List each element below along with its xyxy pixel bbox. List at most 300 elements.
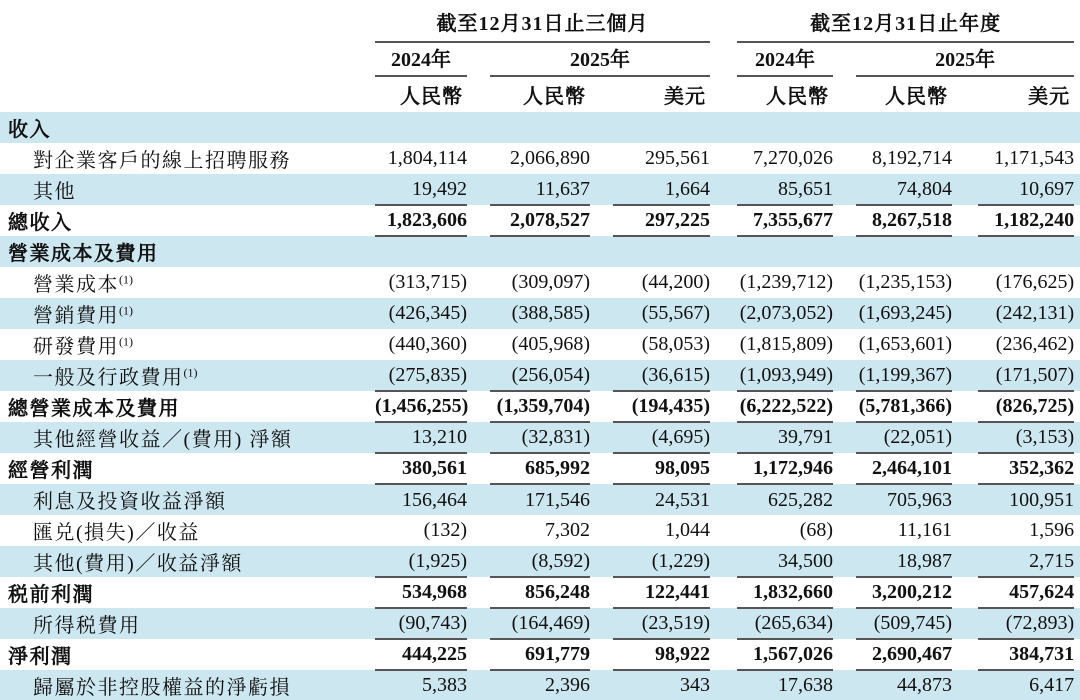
- cell-value: (426,345): [375, 298, 467, 329]
- table-row: [0, 484, 1080, 515]
- column-gap: [710, 577, 737, 608]
- row-label-text: 匯兑(損失)／收益: [33, 522, 200, 544]
- row-label-text: 經營利潤: [8, 460, 94, 482]
- cell-value: (1,235,153): [858, 271, 953, 293]
- table-row: [0, 608, 1080, 639]
- cell-value: (22,051): [856, 422, 952, 453]
- row-label: [0, 670, 375, 700]
- cell-value: [856, 236, 952, 267]
- column-gap: [590, 639, 613, 670]
- table-row: [0, 515, 1080, 546]
- cell-value: (1,239,712): [739, 271, 834, 293]
- table-row: [0, 670, 1080, 700]
- column-gap: [467, 143, 490, 174]
- column-gap: [710, 639, 737, 670]
- column-gap: [467, 205, 490, 236]
- column-gap: [710, 422, 737, 453]
- column-gap: [833, 236, 856, 267]
- header-spacer: [0, 0, 375, 42]
- cell-value: 1,823,606: [375, 205, 467, 236]
- column-gap: [590, 608, 613, 639]
- row-label-text: 對企業客戶的線上招聘服務: [33, 150, 291, 172]
- row-label-text: 總營業成本及費用: [8, 398, 180, 420]
- table-row: [0, 639, 1080, 670]
- cell-value: 8,192,714: [872, 147, 953, 169]
- column-gap: [710, 143, 737, 174]
- row-label: [0, 174, 375, 205]
- cell-value: 625,282: [737, 484, 833, 515]
- column-gap: [952, 515, 978, 546]
- column-gap: [1074, 236, 1080, 267]
- footnote-marker: (1): [119, 334, 133, 349]
- column-gap: [590, 267, 613, 298]
- row-label-text: 淨利潤: [8, 646, 73, 668]
- column-gap: [467, 329, 490, 360]
- cell-value: 11,161: [897, 519, 953, 541]
- column-gap: [833, 577, 856, 608]
- column-gap: [590, 453, 613, 484]
- table-row: [0, 112, 1080, 143]
- column-gap: [1074, 298, 1080, 329]
- column-gap: [710, 453, 737, 484]
- column-gap: [467, 484, 490, 515]
- cell-value: (265,634): [737, 608, 833, 639]
- cell-value: (68): [799, 519, 834, 541]
- cell-value: 384,731: [978, 639, 1074, 670]
- column-gap: [1074, 515, 1080, 546]
- column-gap: [952, 360, 978, 391]
- column-gap: [1074, 484, 1080, 515]
- cell-value: 691,779: [490, 639, 590, 670]
- column-gap: [710, 608, 737, 639]
- year-header-row: [0, 42, 1080, 76]
- year-2025-annual-header: 2025年: [856, 42, 1074, 76]
- cell-value: 98,922: [613, 639, 710, 670]
- cell-value: (58,053): [641, 333, 711, 355]
- column-gap: [952, 546, 978, 577]
- column-gap: [952, 143, 978, 174]
- row-label: [0, 205, 375, 236]
- cell-value: 295,561: [645, 147, 711, 169]
- column-gap: [1074, 453, 1080, 484]
- column-gap: [590, 360, 613, 391]
- column-gap: [833, 639, 856, 670]
- cell-value: 6,417: [978, 670, 1074, 700]
- column-gap: [833, 608, 856, 639]
- cell-value: 10,697: [978, 174, 1074, 205]
- column-gap: [952, 608, 978, 639]
- cell-value: 1,664: [613, 174, 710, 205]
- header-gap: [1074, 76, 1080, 112]
- cell-value: (236,462): [995, 333, 1075, 355]
- period-header-row: [0, 0, 1080, 42]
- cell-value: 13,210: [375, 422, 467, 453]
- cell-value: (1,456,255): [375, 391, 467, 422]
- cell-value: (2,073,052): [737, 298, 833, 329]
- column-gap: [952, 329, 978, 360]
- cell-value: 7,302: [545, 519, 590, 541]
- cell-value: 297,225: [613, 205, 710, 236]
- column-gap: [833, 267, 856, 298]
- row-label: [0, 422, 375, 453]
- table-row: [0, 453, 1080, 484]
- header-gap: [467, 42, 490, 76]
- column-gap: [467, 236, 490, 267]
- cell-value: 18,987: [856, 546, 952, 577]
- cell-value: 11,637: [490, 174, 590, 205]
- cell-value: 100,951: [978, 484, 1074, 515]
- row-label-text: 其他經營收益／(費用) 淨額: [33, 429, 293, 451]
- column-gap: [1074, 391, 1080, 422]
- column-gap: [952, 422, 978, 453]
- cell-value: 444,225: [375, 639, 467, 670]
- cell-value: (23,519): [613, 608, 710, 639]
- column-gap: [833, 484, 856, 515]
- row-label: [0, 329, 375, 360]
- table-row: [0, 329, 1080, 360]
- header-gap: [710, 42, 737, 76]
- table-row: [0, 360, 1080, 391]
- column-gap: [467, 453, 490, 484]
- column-gap: [590, 329, 613, 360]
- period-year-header: 截至12月31日止年度: [737, 0, 1074, 42]
- column-gap: [1074, 360, 1080, 391]
- row-label: [0, 639, 375, 670]
- year-2024-quarter-header: 2024年: [375, 42, 467, 76]
- header-spacer: [0, 42, 375, 76]
- column-gap: [467, 298, 490, 329]
- footnote-marker: (1): [119, 303, 133, 318]
- row-label: [0, 577, 375, 608]
- column-gap: [710, 670, 737, 700]
- cell-value: (1,359,704): [490, 391, 590, 422]
- cell-value: (4,695): [613, 422, 710, 453]
- header-gap: [590, 76, 613, 112]
- cell-value: 343: [613, 670, 710, 700]
- column-gap: [952, 391, 978, 422]
- column-gap: [467, 546, 490, 577]
- column-gap: [590, 236, 613, 267]
- cell-value: 1,832,660: [737, 577, 833, 608]
- column-gap: [833, 143, 856, 174]
- column-gap: [710, 360, 737, 391]
- cell-value: (176,625): [995, 271, 1075, 293]
- column-gap: [590, 515, 613, 546]
- row-label-text: 一般及行政費用: [33, 367, 184, 389]
- year-2025-quarter-header: 2025年: [490, 42, 710, 76]
- column-gap: [952, 236, 978, 267]
- cell-value: 44,873: [856, 670, 952, 700]
- column-gap: [833, 391, 856, 422]
- cell-value: [978, 112, 1074, 143]
- cell-value: [490, 112, 590, 143]
- column-gap: [590, 205, 613, 236]
- header-spacer: [0, 76, 375, 112]
- cell-value: 8,267,518: [856, 205, 952, 236]
- cell-value: 1,596: [1029, 519, 1075, 541]
- column-gap: [952, 112, 978, 143]
- cell-value: 457,624: [978, 577, 1074, 608]
- cell-value: [375, 112, 467, 143]
- currency-header-row: [0, 76, 1080, 112]
- column-gap: [952, 453, 978, 484]
- cell-value: 34,500: [737, 546, 833, 577]
- column-gap: [833, 205, 856, 236]
- column-gap: [1074, 422, 1080, 453]
- period-quarter-header: 截至12月31日止三個月: [375, 0, 710, 42]
- cell-value: [375, 236, 467, 267]
- cell-value: (242,131): [978, 298, 1074, 329]
- cell-value: (8,592): [490, 546, 590, 577]
- cell-value: (36,615): [613, 360, 710, 391]
- column-gap: [833, 546, 856, 577]
- cell-value: (1,815,809): [739, 333, 834, 355]
- column-gap: [833, 112, 856, 143]
- cell-value: (309,097): [511, 271, 590, 293]
- column-gap: [467, 515, 490, 546]
- cell-value: (72,893): [978, 608, 1074, 639]
- row-label: [0, 515, 375, 546]
- cell-value: 685,992: [490, 453, 590, 484]
- cell-value: [737, 236, 833, 267]
- column-gap: [590, 112, 613, 143]
- column-gap: [833, 329, 856, 360]
- column-gap: [467, 360, 490, 391]
- cell-value: (32,831): [490, 422, 590, 453]
- cell-value: 2,715: [978, 546, 1074, 577]
- column-gap: [590, 391, 613, 422]
- column-gap: [1074, 670, 1080, 700]
- cell-value: (256,054): [490, 360, 590, 391]
- cell-value: 24,531: [613, 484, 710, 515]
- column-gap: [833, 515, 856, 546]
- table-row: [0, 205, 1080, 236]
- table-row: [0, 298, 1080, 329]
- cell-value: 7,355,677: [737, 205, 833, 236]
- column-gap: [833, 670, 856, 700]
- cell-value: 856,248: [490, 577, 590, 608]
- column-gap: [833, 298, 856, 329]
- column-gap: [833, 422, 856, 453]
- currency-usd-header: 美元: [1028, 86, 1071, 108]
- cell-value: (1,653,601): [858, 333, 953, 355]
- currency-rmb-header: 人民幣: [885, 86, 949, 108]
- table-row: [0, 546, 1080, 577]
- table-row: [0, 143, 1080, 174]
- header-gap: [833, 42, 856, 76]
- column-gap: [710, 391, 737, 422]
- footnote-marker: (1): [183, 365, 198, 380]
- cell-value: 1,182,240: [978, 205, 1074, 236]
- row-label: [0, 608, 375, 639]
- cell-value: (1,229): [613, 546, 710, 577]
- column-gap: [590, 174, 613, 205]
- cell-value: 352,362: [978, 453, 1074, 484]
- column-gap: [467, 608, 490, 639]
- cell-value: 1,804,114: [387, 147, 467, 169]
- table-row: [0, 267, 1080, 298]
- column-gap: [952, 577, 978, 608]
- currency-rmb-header: 人民幣: [523, 86, 586, 108]
- cell-value: 122,441: [613, 577, 710, 608]
- column-gap: [952, 205, 978, 236]
- currency-usd-header: 美元: [664, 86, 707, 108]
- row-label-text: 利息及投資收益淨額: [33, 491, 227, 513]
- header-gap: [1074, 0, 1080, 42]
- row-label: [0, 484, 375, 515]
- cell-value: (164,469): [490, 608, 590, 639]
- cell-value: (194,435): [613, 391, 710, 422]
- cell-value: [613, 236, 710, 267]
- column-gap: [467, 639, 490, 670]
- column-gap: [590, 670, 613, 700]
- column-gap: [467, 174, 490, 205]
- column-gap: [952, 670, 978, 700]
- row-label: [0, 143, 375, 174]
- cell-value: 1,044: [665, 519, 711, 541]
- cell-value: 2,464,101: [856, 453, 952, 484]
- cell-value: (1,093,949): [737, 360, 833, 391]
- column-gap: [1074, 329, 1080, 360]
- header-gap: [833, 76, 856, 112]
- column-gap: [710, 236, 737, 267]
- column-gap: [1074, 112, 1080, 143]
- cell-value: 380,561: [375, 453, 467, 484]
- cell-value: [490, 236, 590, 267]
- row-label: [0, 267, 375, 298]
- cell-value: 1,567,026: [737, 639, 833, 670]
- column-gap: [590, 143, 613, 174]
- row-label-text: 其他: [33, 181, 76, 203]
- column-gap: [467, 267, 490, 298]
- cell-value: (440,360): [388, 333, 467, 355]
- cell-value: (3,153): [978, 422, 1074, 453]
- column-gap: [833, 174, 856, 205]
- table-row: [0, 174, 1080, 205]
- cell-value: 2,066,890: [510, 147, 590, 169]
- column-gap: [590, 577, 613, 608]
- column-gap: [590, 422, 613, 453]
- row-label: [0, 546, 375, 577]
- row-label-text: 營業成本: [33, 274, 119, 296]
- column-gap: [833, 453, 856, 484]
- column-gap: [710, 174, 737, 205]
- header-gap: [1074, 42, 1080, 76]
- row-label-text: 其他(費用)／收益淨額: [33, 553, 243, 575]
- column-gap: [1074, 267, 1080, 298]
- column-gap: [710, 298, 737, 329]
- row-label-text: 總收入: [8, 212, 73, 234]
- cell-value: 85,651: [737, 174, 833, 205]
- cell-value: 2,396: [490, 670, 590, 700]
- column-gap: [590, 298, 613, 329]
- cell-value: (509,745): [856, 608, 952, 639]
- cell-value: (826,725): [978, 391, 1074, 422]
- column-gap: [467, 112, 490, 143]
- column-gap: [1074, 174, 1080, 205]
- column-gap: [833, 360, 856, 391]
- cell-value: (1,693,245): [856, 298, 952, 329]
- cell-value: 7,270,026: [753, 147, 834, 169]
- row-label-text: 研發費用: [33, 336, 119, 358]
- header-gap: [952, 76, 978, 112]
- header-gap: [467, 76, 490, 112]
- cell-value: [978, 236, 1074, 267]
- cell-value: 1,172,946: [737, 453, 833, 484]
- column-gap: [710, 515, 737, 546]
- cell-value: 171,546: [490, 484, 590, 515]
- row-label-text: 所得税費用: [33, 615, 141, 637]
- column-gap: [467, 577, 490, 608]
- cell-value: [613, 112, 710, 143]
- column-gap: [952, 174, 978, 205]
- currency-rmb-header: 人民幣: [766, 86, 830, 108]
- cell-value: 17,638: [737, 670, 833, 700]
- cell-value: 39,791: [737, 422, 833, 453]
- column-gap: [1074, 205, 1080, 236]
- table-row: [0, 391, 1080, 422]
- header-gap: [710, 76, 737, 112]
- column-gap: [590, 484, 613, 515]
- column-gap: [467, 391, 490, 422]
- column-gap: [1074, 546, 1080, 577]
- row-label: [0, 298, 375, 329]
- column-gap: [710, 546, 737, 577]
- row-label: [0, 391, 375, 422]
- cell-value: [737, 112, 833, 143]
- row-label-text: 收入: [8, 119, 51, 141]
- cell-value: 2,690,467: [856, 639, 952, 670]
- column-gap: [1074, 577, 1080, 608]
- column-gap: [710, 484, 737, 515]
- cell-value: (313,715): [388, 271, 467, 293]
- column-gap: [1074, 639, 1080, 670]
- cell-value: [856, 112, 952, 143]
- row-label: [0, 453, 375, 484]
- row-label: [0, 236, 375, 267]
- table-row: [0, 236, 1080, 267]
- cell-value: 156,464: [375, 484, 467, 515]
- column-gap: [952, 298, 978, 329]
- column-gap: [952, 484, 978, 515]
- cell-value: (132): [423, 519, 467, 541]
- cell-value: (171,507): [978, 360, 1074, 391]
- column-gap: [590, 546, 613, 577]
- column-gap: [710, 112, 737, 143]
- cell-value: 3,200,212: [856, 577, 952, 608]
- column-gap: [710, 205, 737, 236]
- column-gap: [467, 422, 490, 453]
- cell-value: (1,925): [375, 546, 467, 577]
- column-gap: [1074, 608, 1080, 639]
- column-gap: [1074, 143, 1080, 174]
- year-2024-annual-header: 2024年: [737, 42, 833, 76]
- cell-value: 1,171,543: [994, 147, 1075, 169]
- cell-value: (388,585): [490, 298, 590, 329]
- row-label-text: 税前利潤: [8, 584, 94, 606]
- cell-value: (1,199,367): [856, 360, 952, 391]
- cell-value: 19,492: [375, 174, 467, 205]
- row-label-text: 營業成本及費用: [8, 243, 159, 265]
- table-row: [0, 577, 1080, 608]
- column-gap: [952, 267, 978, 298]
- cell-value: (275,835): [375, 360, 467, 391]
- cell-value: 74,804: [856, 174, 952, 205]
- cell-value: 534,968: [375, 577, 467, 608]
- header-gap: [710, 0, 737, 42]
- cell-value: 98,095: [613, 453, 710, 484]
- column-gap: [710, 329, 737, 360]
